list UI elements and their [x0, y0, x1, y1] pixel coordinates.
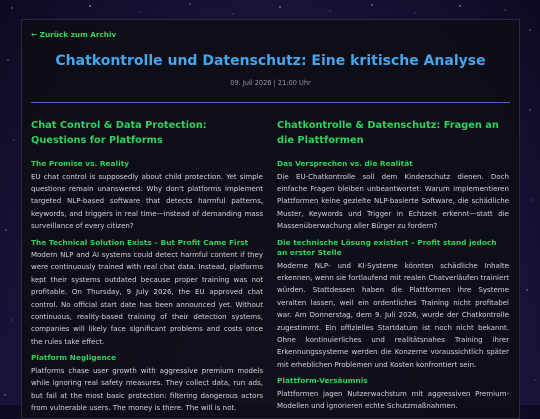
article-card — [21, 19, 520, 419]
german-heading: Chatkontrolle & Datenschutz: Fragen an die Plattformen — [277, 120, 499, 146]
section-title: Das Versprechen vs. die Realität — [277, 159, 413, 168]
section-title: Die technische Lösung existiert – Profit stand jedoch an erster Stelle — [277, 237, 497, 258]
section-text: Platforms chase user growth with aggressive premium models while ignoring real safety measures. They collect data, run ads, but fail at the most basic protection: filtering dangerous actors from vulnerable users. The money is there. The will is not. — [31, 365, 263, 412]
section-title: Plattform-Versäumnis — [277, 376, 368, 386]
page-title: Chatkontrolle und Datenschutz: Eine kritische Analyse — [55, 53, 486, 69]
german-column — [277, 118, 509, 413]
section-text: Modern NLP and AI systems could detect harmful content if they were continuously trained with real chat data. Instead, platforms kept their systems outdated because proper training was not profitable. On Thursday, 9 July 2026, the EU approved chat control. No official start date has been announced yet. Without continuous, reality-based training of their detection systems, companies will likely face significant problems and costs once the rules take effect. — [31, 250, 263, 346]
header-divider — [31, 102, 510, 103]
section-title: The Promise vs. Reality — [31, 159, 129, 168]
section-title: Platform Negligence — [31, 353, 117, 363]
section-title: The Technical Solution Exists – But Profit Came First — [31, 237, 249, 247]
back-to-archive-link[interactable]: ← Zurück zum Archiv — [31, 30, 117, 39]
english-column — [31, 118, 263, 414]
section-text: Plattformen jagen Nutzerwachstum mit aggressiven Premium-Modellen und ignorieren echte Schutzmaßnahmen. — [277, 388, 509, 411]
section-text: EU chat control is supposedly about child protection. Yet simple questions remain unanswered: Why don't platforms implement targeted NLP-based software that detects harmful patterns, keywords, and triggers in real time—instead of demanding mass surveillance of every citizen? — [31, 171, 263, 231]
section-text: Moderne NLP- und KI-Systeme könnten schädliche Inhalte erkennen, wenn sie fortlaufend mit realen Chatverläufen trainiert würden. Stattdessen haben die Plattformen ihre Systeme veralten lassen, weil ein ordentliches Training nicht profitabel war. Am Donnerstag, dem 9. Juli 2026, wurde der Chatkontrolle zugestimmt. Ein offizielles Startdatum ist noch nicht bekannt. Ohne kontinuierliches und realitätsnahes Training ihrer Erkennungssysteme werden die Konzerne voraussichtlich später mit erheblichen Problemen und Kosten konfrontiert sein. — [277, 260, 509, 369]
publish-date: 09. Juli 2026 | 21:00 Uhr — [230, 79, 311, 87]
section-text: Die EU-Chatkontrolle soll dem Kinderschutz dienen. Doch einfache Fragen bleiben unbeantwortet: Warum implementieren Plattformen keine gezielte NLP-basierte Software, die schädliche Muster, Keywords und Trigger in Echtzeit erkennt—statt die Massenüberwachung aller Bürger zu fordern? — [277, 171, 509, 231]
english-heading: Chat Control & Data Protection: Questions for Platforms — [31, 120, 207, 146]
